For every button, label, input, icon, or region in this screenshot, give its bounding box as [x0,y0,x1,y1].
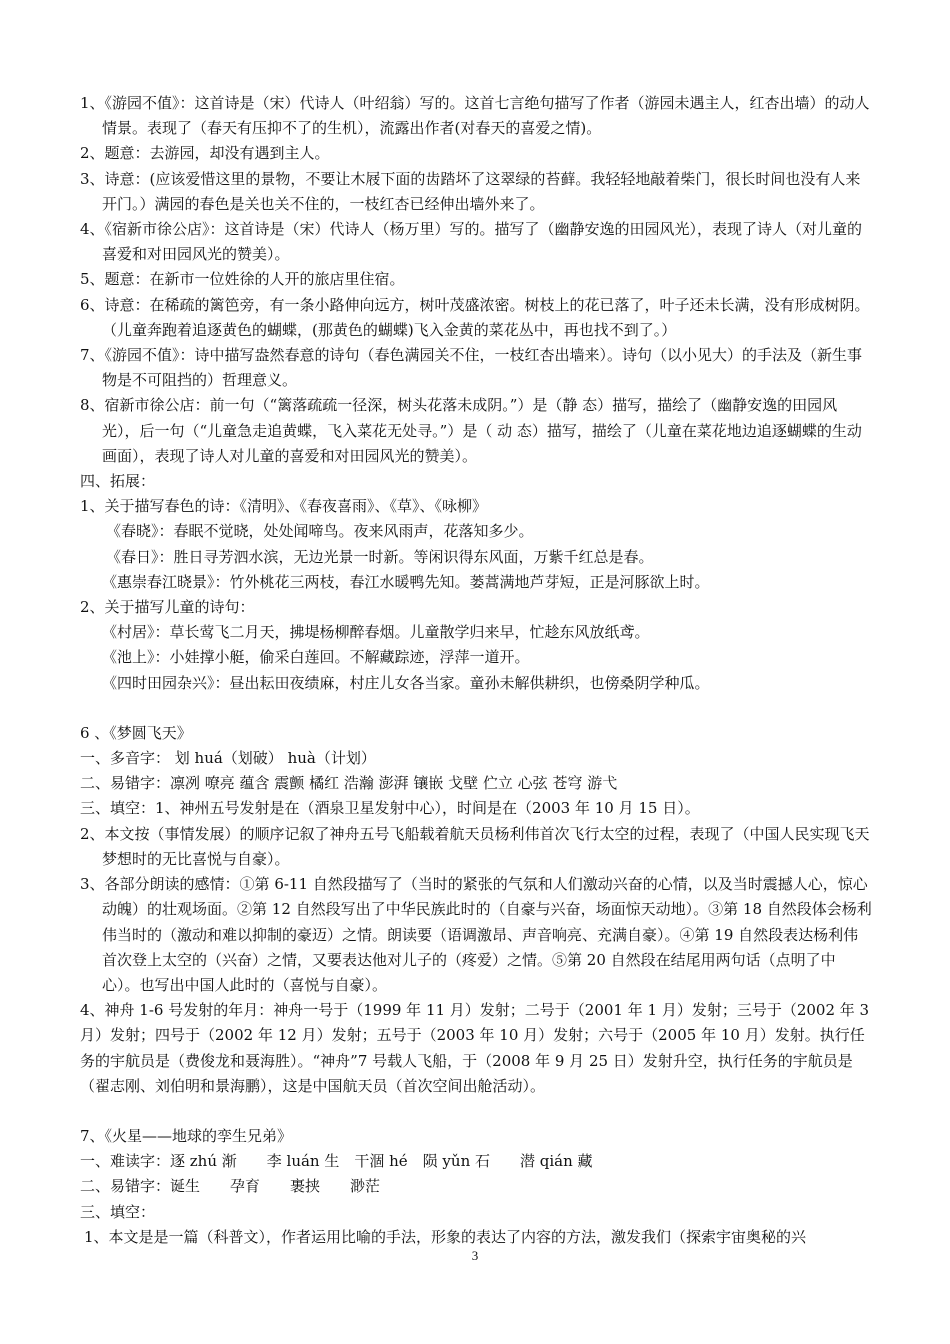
text-line: 1、关于描写春色的诗：《清明》、《春夜喜雨》、《草》、《咏柳》 [80,497,488,516]
text-line: 2、题意：去游园，却没有遇到主人。 [80,144,330,163]
page-number: 3 [471,1248,479,1263]
spacer [80,1099,872,1124]
text-line: 1、本文是是一篇（科普文），作者运用比喻的手法，形象的表达了内容的方法，激发我们（探索宇宙奥秘的兴 [84,1227,807,1246]
spacer [80,696,872,721]
text-line: 一、多音字： 划 huá（划破） huà（计划） [80,749,376,768]
poem-line: 《四时田园杂兴》：昼出耘田夜绩麻，村庄儿女各当家。童孙未解供耕织，也傍桑阴学种瓜。 [102,673,710,692]
text-line: 7、《游园不值》：诗中描写盎然春意的诗句（春色满园关不住，一枝红杏出墙来）。诗句（以小见大）的手法及（新生事物是不可阻挡的）哲理意义。 [80,346,863,390]
text-line: 一、难读字：逐 zhú 渐 李 luán 生 干涸 hé 陨 yǔn 石 潜 qián 藏 [80,1152,593,1171]
poem-line: 《池上》：小娃撑小艇，偷采白莲回。不解藏踪迹，浮萍一道开。 [102,648,530,667]
text-line: 二、易错字：凛冽 嘹亮 蕴含 震颤 橘红 浩瀚 澎湃 镶嵌 戈壁 伫立 心弦 苍穹 游弋 [80,774,618,793]
section-heading: 四、拓展： [80,472,156,491]
document-body [80,91,872,1250]
text-line: 二、易错字：诞生 孕育 裹挟 渺茫 [80,1177,381,1196]
text-line: 6、诗意：在稀疏的篱笆旁，有一条小路伸向远方，树叶茂盛浓密。树枝上的花已落了，叶子还未长满，没有形成树阴。（儿童奔跑着追逐黄色的蝴蝶，(那黄色的蝴蝶)飞入金黄的菜花丛中，再也找不到了。） [80,295,870,339]
text-line: 3、诗意：(应该爱惜这里的景物，不要让木屐下面的齿踏坏了这翠绿的苔藓。我轻轻地敲着柴门，很长时间也没有人来开门。）满园的春色是关也关不住的，一枝红杏已经伸出墙外来了。 [80,169,861,213]
lesson-title: 6 、《梦圆飞天》 [80,723,192,742]
poem-line: 《惠崇春江晓景》：竹外桃花三两枝，春江水暖鸭先知。蒌蒿满地芦芽短，正是河豚欲上时。 [102,572,710,591]
poem-line: 《春日》：胜日寻芳泗水滨，无边光景一时新。等闲识得东风面，万紫千红总是春。 [106,547,654,566]
text-line: 1、《游园不值》：这首诗是（宋）代诗人（叶绍翁）写的。这首七言绝句描写了作者（游园未遇主人，红杏出墙）的动人情景。表现了（春天有压抑不了的生机），流露出作者(对春天的喜爱之情)。 [80,94,870,138]
text-line: 8、宿新市徐公店：前一句（“篱落疏疏一径深，树头花落未成阴。”）是（静 态）描写，描绘了（幽静安逸的田园风光），后一句（“儿童急走追黄蝶，飞入菜花无处寻。”）是（ 动 态）描写，描绘了（儿童在菜花地边追逐蝴蝶的生动画面），表现了诗人对儿童的喜爱和对田园风光的赞美）。 [80,396,862,465]
text-line: 3、各部分朗读的感情：①第 6-11 自然段描写了（当时的紧张的气氛和人们激动兴奋的心情，以及当时震撼人心，惊心动魄）的壮观场面。②第 12 自然段写出了中华民族此时的（自豪与兴奋，场面惊天动地）。③第 18 自然段体会杨利伟当时的（激动和难以抑制的豪迈）之情。朗读要（语调激昂、声音响亮、充满自豪）。④第 19 自然段表达杨利伟首次登上太空的（兴奋）之情，又要表达他对儿子的（疼爱）之情。⑤第 20 自然段在结尾用两句话（点明了中心）。也写出中国人此时的（喜悦与自豪）。 [80,875,872,994]
text-line: 三、填空： [80,1202,156,1221]
text-line: 三、填空：1、神州五号发射是在（酒泉卫星发射中心），时间是在（2003 年 10 月 15 日）。 [80,799,700,818]
text-line: 4、神舟 1-6 号发射的年月：神舟一号于（1999 年 11 月）发射；二号于（2001 年 1 月）发射；三号于（2002 年 3 月）发射；四号于（2002 年 12 月）发射；五号于（2003 年 10 月）发射；六号于（2005 年 10 月）发射。执行任务的宇航员是（费俊龙和聂海胜）。“神舟”7 号载人飞船，于（2008 年 9 月 25 日）发射升空，执行任务的宇航员是（翟志刚、刘伯明和景海鹏），这是中国航天员（首次空间出舱活动）。 [80,1001,870,1095]
text-line: 4、《宿新市徐公店》：这首诗是（宋）代诗人（杨万里）写的。描写了（幽静安逸的田园风光），表现了诗人（对儿童的喜爱和对田园风光的赞美）。 [80,220,863,264]
poem-line: 《村居》：草长莺飞二月天，拂堤杨柳醉春烟。儿童散学归来早，忙趁东风放纸鸢。 [102,623,650,642]
text-line: 2、关于描写儿童的诗句： [80,598,255,617]
text-line: 5、题意：在新市一位姓徐的人开的旅店里住宿。 [80,270,405,289]
lesson-title: 7、《火星——地球的孪生兄弟》 [80,1126,293,1145]
text-line: 2、本文按（事情发展）的顺序记叙了神舟五号飞船载着航天员杨利伟首次飞行太空的过程，表现了（中国人民实现飞天梦想时的无比喜悦与自豪）。 [80,824,870,868]
poem-line: 《春晓》：春眠不觉晓，处处闻啼鸟。夜来风雨声，花落知多少。 [106,522,534,541]
